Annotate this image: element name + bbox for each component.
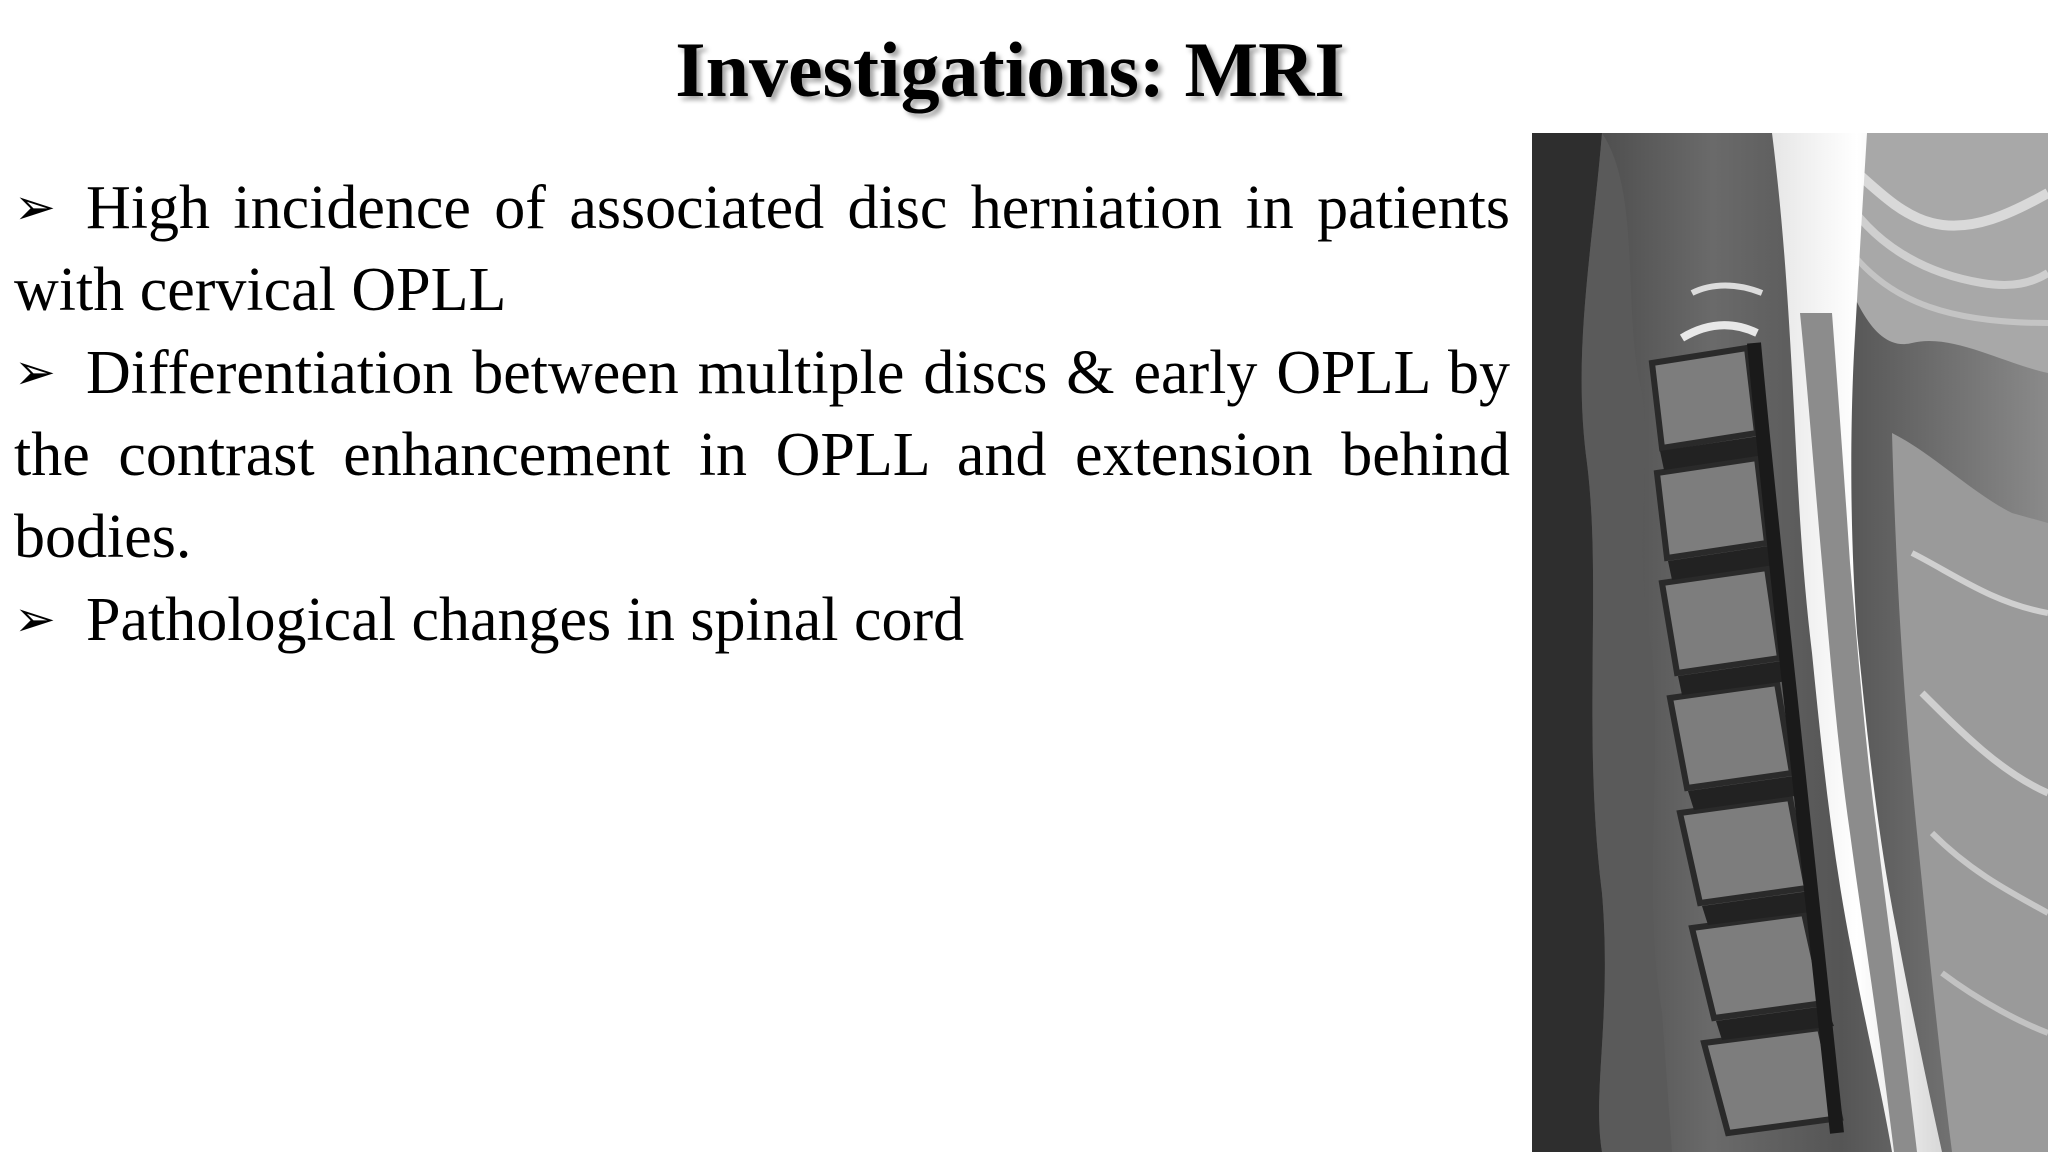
arrow-bullet-icon: ➢ [14, 343, 56, 401]
arrow-bullet-icon: ➢ [14, 178, 56, 236]
bullet-text: High incidence of associated disc herniation in patients with cervical OPLL [14, 174, 1510, 324]
bullet-text: Differentiation between multiple discs & early OPLL by the contrast enhancement in OPLL and extension behind bodies. [14, 339, 1510, 571]
slide-title: Investigations: MRI [675, 26, 1345, 113]
bullet-text: Pathological changes in spinal cord [86, 586, 965, 654]
arrow-bullet-icon: ➢ [14, 590, 56, 648]
bullet-item [14, 331, 1510, 578]
bullet-list [14, 166, 1510, 661]
bullet-item [14, 166, 1510, 331]
bullet-item [14, 578, 1510, 661]
mri-image [1532, 133, 2048, 1152]
mri-spine-illustration [1532, 133, 2048, 1152]
